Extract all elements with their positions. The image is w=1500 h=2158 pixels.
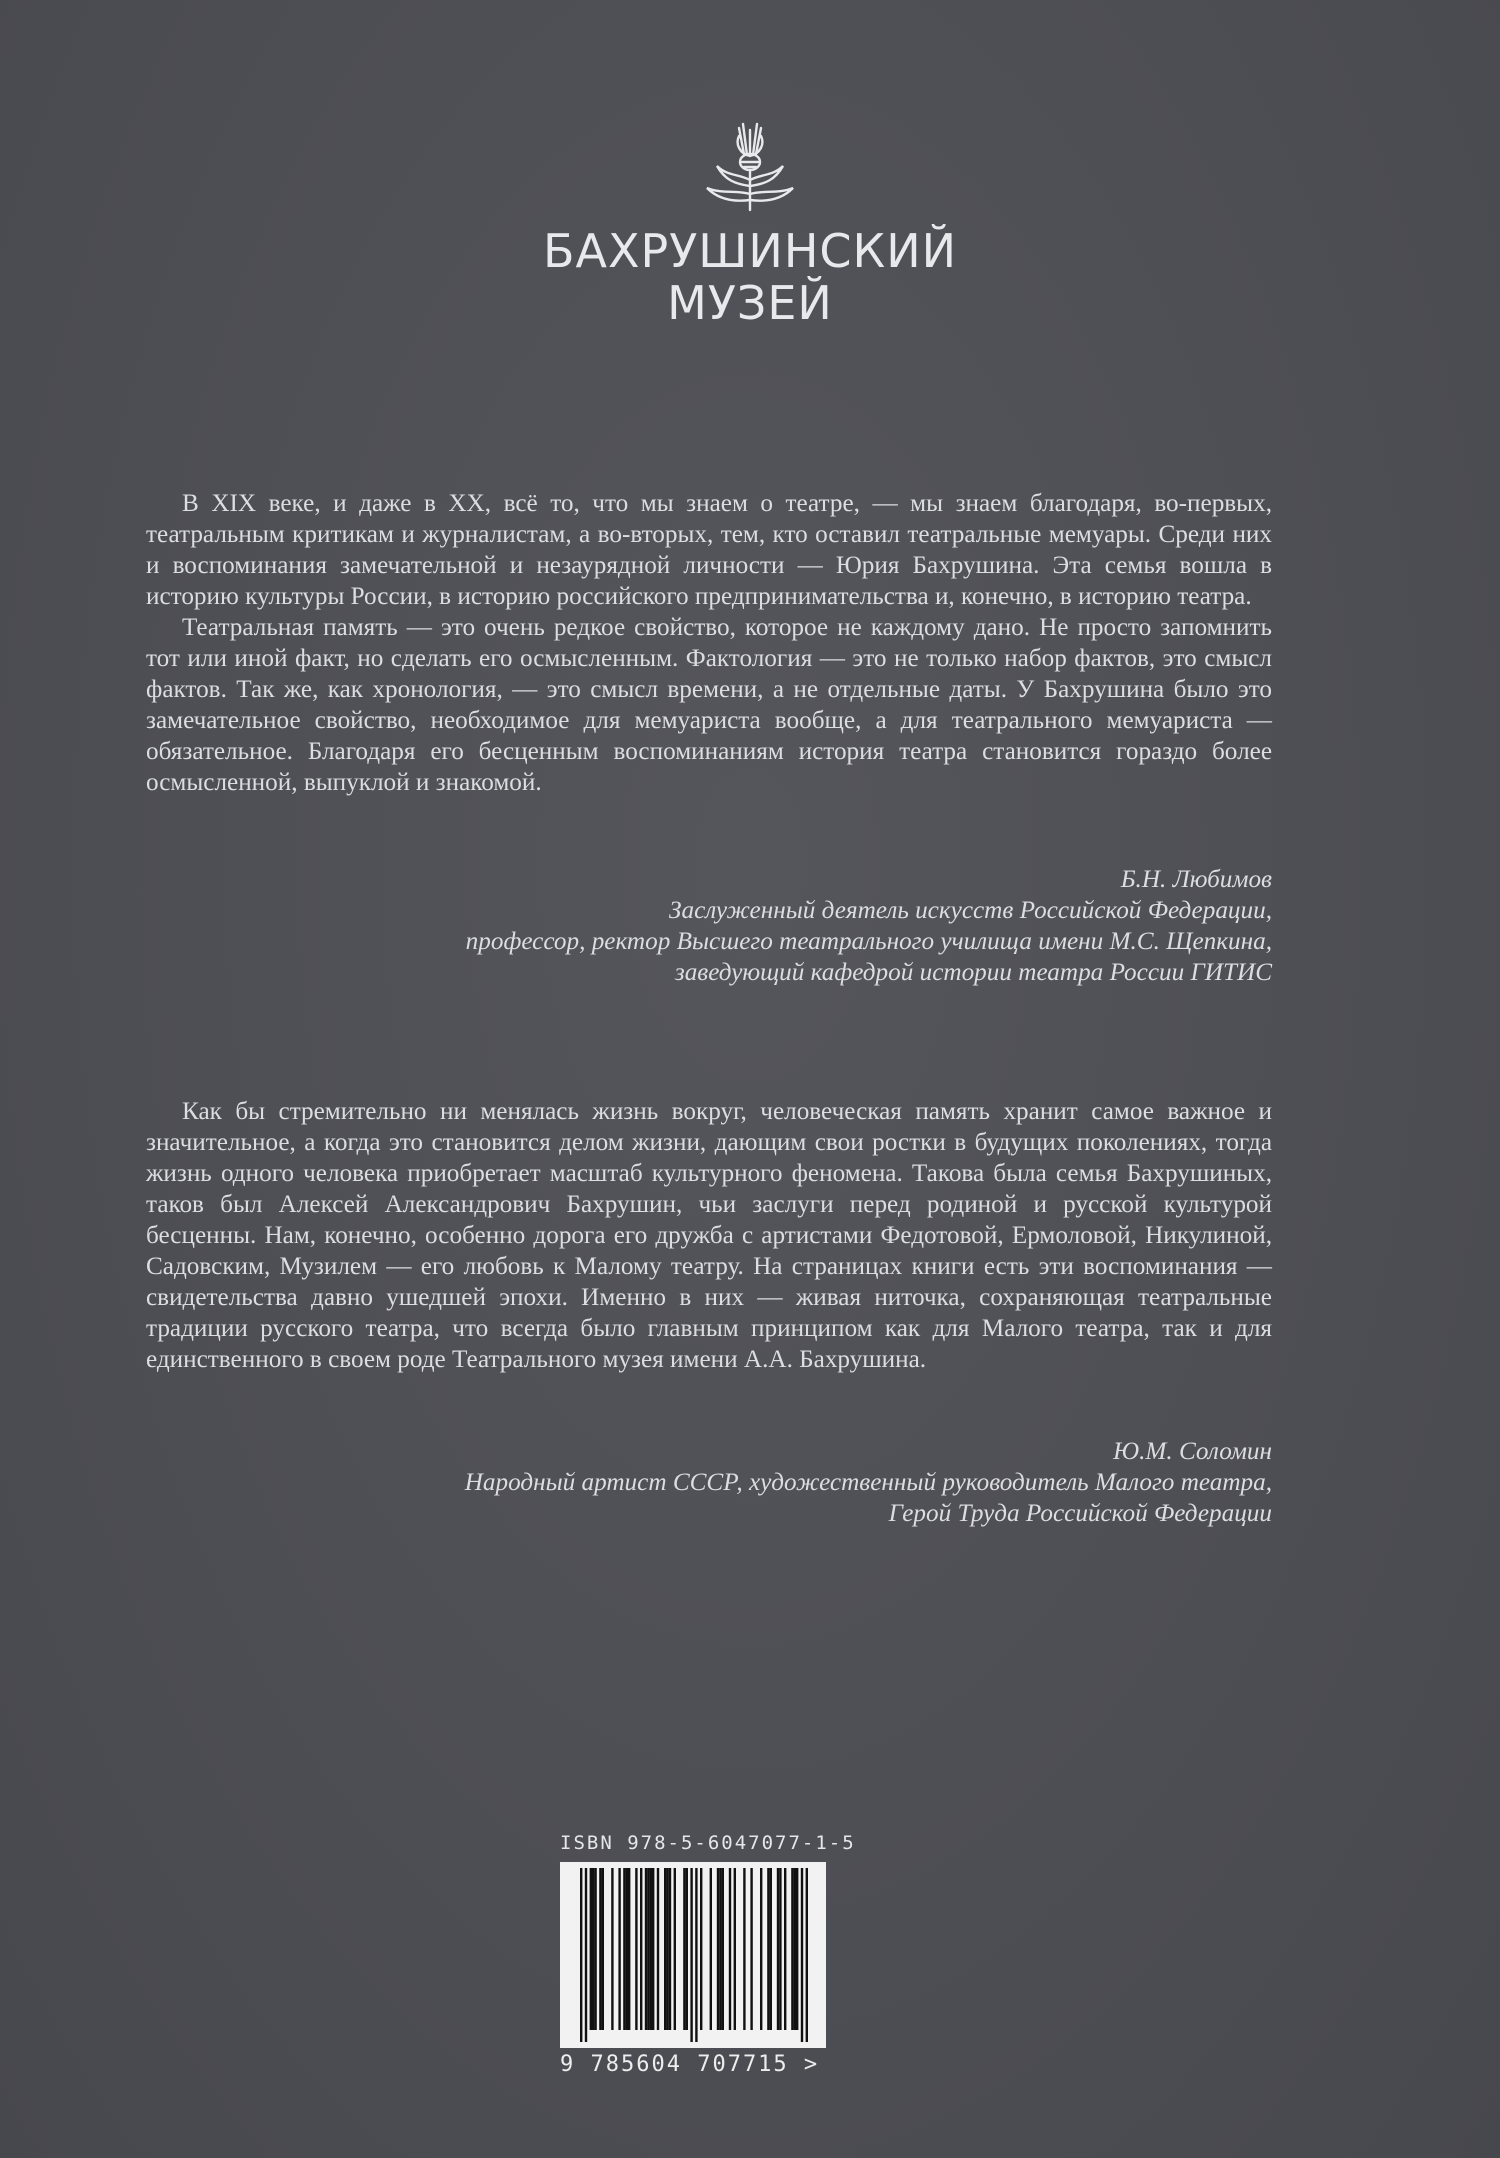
barcode-bar xyxy=(717,1868,719,2030)
museum-logo xyxy=(0,118,1500,330)
barcode-bar xyxy=(674,1868,676,2030)
author-role-line: Герой Труда Российской Федерации xyxy=(888,1500,1272,1527)
author-name: Б.Н. Любимов xyxy=(1120,866,1272,893)
barcode-bar xyxy=(801,1868,803,2042)
barcode-bar xyxy=(594,1868,596,2030)
paragraph: В XIX веке, и даже в XX, всё то, что мы знаем о театре, — мы знаем благодаря, во-первых, театральным критикам и журналистам, а во-вторых, тем, кто оставил театральные мемуары. Среди них и воспоминания замечательной и незаурядной личности — Юрия Бахрушина. Эта семья вошла в историю культуры России, в историю российского предпринимательства и, конечно, в историю театра. xyxy=(146,490,1272,610)
barcode-bar xyxy=(647,1868,649,2030)
barcode-digits: 9 785604 707715 > xyxy=(560,2052,820,2077)
barcode-bar xyxy=(657,1868,659,2030)
author-role-line: профессор, ректор Высшего театрального училища имени М.С. Щепкина, xyxy=(465,928,1272,955)
paragraph: Как бы стремительно ни менялась жизнь вокруг, человеческая память хранит самое важное и значительное, а когда это становится делом жизни, дающим свои ростки в будущих поколениях, тогда жизнь одного человека приобретает масштаб культурного феномена. Такова была семья Бахрушиных, таков был Алексей Александрович Бахрушин, чьи заслуги перед родиной и русской культурой бесценны. Нам, конечно, особенно дорога его дружба с артистами Федотовой, Ермоловой, Никулиной, Садовским, Музилем — его любовь к Малому театру. На страницах книги есть эти воспоминания — свидетельства давно ушедшей эпохи. Именно в них — живая ниточка, сохраняющая театральные традиции русского театра, что всегда было главным принципом как для Малого театра, так и для единственного в своем роде Театрального музея имени А.А. Бахрушина. xyxy=(146,1098,1272,1373)
barcode-bar xyxy=(779,1868,781,2030)
barcode-bar xyxy=(652,1868,654,2030)
barcode-bar xyxy=(686,1868,688,2030)
paragraph: Театральная память — это очень редкое свойство, которое не каждому дано. Не просто запомнить тот или иной факт, но сделать его осмысленным. Фактология — это не только набор фактов, это смысл фактов. Так же, как хронология, — это смысл времени, а не отдельные даты. У Бахрушина было это замечательное свойство, необходимое для мемуариста вообще, а для театрального мемуариста — обязательное. Благодаря его бесценным воспоминаниям история театра становится гораздо более осмысленной, выпуклой и знакомой. xyxy=(146,614,1272,796)
barcode-bar xyxy=(640,1868,642,2030)
barcode-bar xyxy=(599,1868,601,2030)
barcode-bar xyxy=(767,1868,769,2030)
author-role-line: Народный артист СССР, художественный руководитель Малого театра, xyxy=(464,1469,1272,1496)
barcode-bar xyxy=(760,1868,762,2030)
barcode-bar xyxy=(750,1868,752,2030)
author-role-line: заведующий кафедрой истории театра России ГИТИС xyxy=(674,959,1272,986)
quote-lyubimov xyxy=(146,488,1272,798)
barcode-bar xyxy=(695,1868,697,2042)
barcode-bar xyxy=(734,1868,736,2030)
barcode-bar xyxy=(784,1868,786,2030)
barcode-bar xyxy=(719,1868,721,2030)
barcode-bar xyxy=(626,1868,628,2030)
barcode-bar xyxy=(618,1868,620,2030)
barcode-bar xyxy=(623,1868,625,2030)
barcode-bar xyxy=(645,1868,647,2030)
barcode-bar xyxy=(628,1868,630,2030)
attribution-lyubimov xyxy=(466,864,1272,988)
barcode-bar xyxy=(590,1868,592,2030)
barcode-bar xyxy=(580,1868,582,2042)
barcode-bar xyxy=(710,1868,712,2030)
barcode-bar xyxy=(690,1868,692,2042)
barcode-bar xyxy=(796,1868,798,2030)
logo-title-line2: МУЗЕЙ xyxy=(667,276,833,330)
barcode-bar xyxy=(722,1868,724,2030)
barcode-bars xyxy=(568,1868,818,2042)
author-name: Ю.М. Соломин xyxy=(1113,1438,1272,1465)
barcode-bar xyxy=(729,1868,731,2030)
barcode-bar xyxy=(611,1868,613,2030)
isbn-number: ISBN 978-5-6047077-1-5 xyxy=(560,1832,856,1854)
logo-title-line1: БАХРУШИНСКИЙ xyxy=(542,224,958,278)
attribution-solomin xyxy=(465,1436,1272,1529)
barcode-bar xyxy=(592,1868,594,2030)
barcode-bar xyxy=(635,1868,637,2030)
author-role-line: Заслуженный деятель искусств Российской Федерации, xyxy=(669,897,1272,924)
barcode-bar xyxy=(585,1868,587,2042)
barcode-bar xyxy=(791,1868,793,2030)
barcode-bar xyxy=(806,1868,808,2042)
quote-solomin xyxy=(146,1096,1272,1375)
barcode-bar xyxy=(669,1868,671,2030)
barcode-bar xyxy=(664,1868,666,2030)
barcode-bar xyxy=(743,1868,745,2030)
barcode-bar xyxy=(700,1868,702,2030)
barcode-bar xyxy=(602,1868,604,2030)
barcode-bar xyxy=(650,1868,652,2030)
barcode-bar xyxy=(683,1868,685,2030)
barcode-bar xyxy=(794,1868,796,2030)
barcode-bar xyxy=(770,1868,772,2030)
thistle-icon xyxy=(695,118,805,218)
isbn-barcode xyxy=(560,1832,860,2077)
barcode-bar xyxy=(777,1868,779,2030)
barcode-bar xyxy=(666,1868,668,2030)
barcode xyxy=(560,1862,826,2048)
